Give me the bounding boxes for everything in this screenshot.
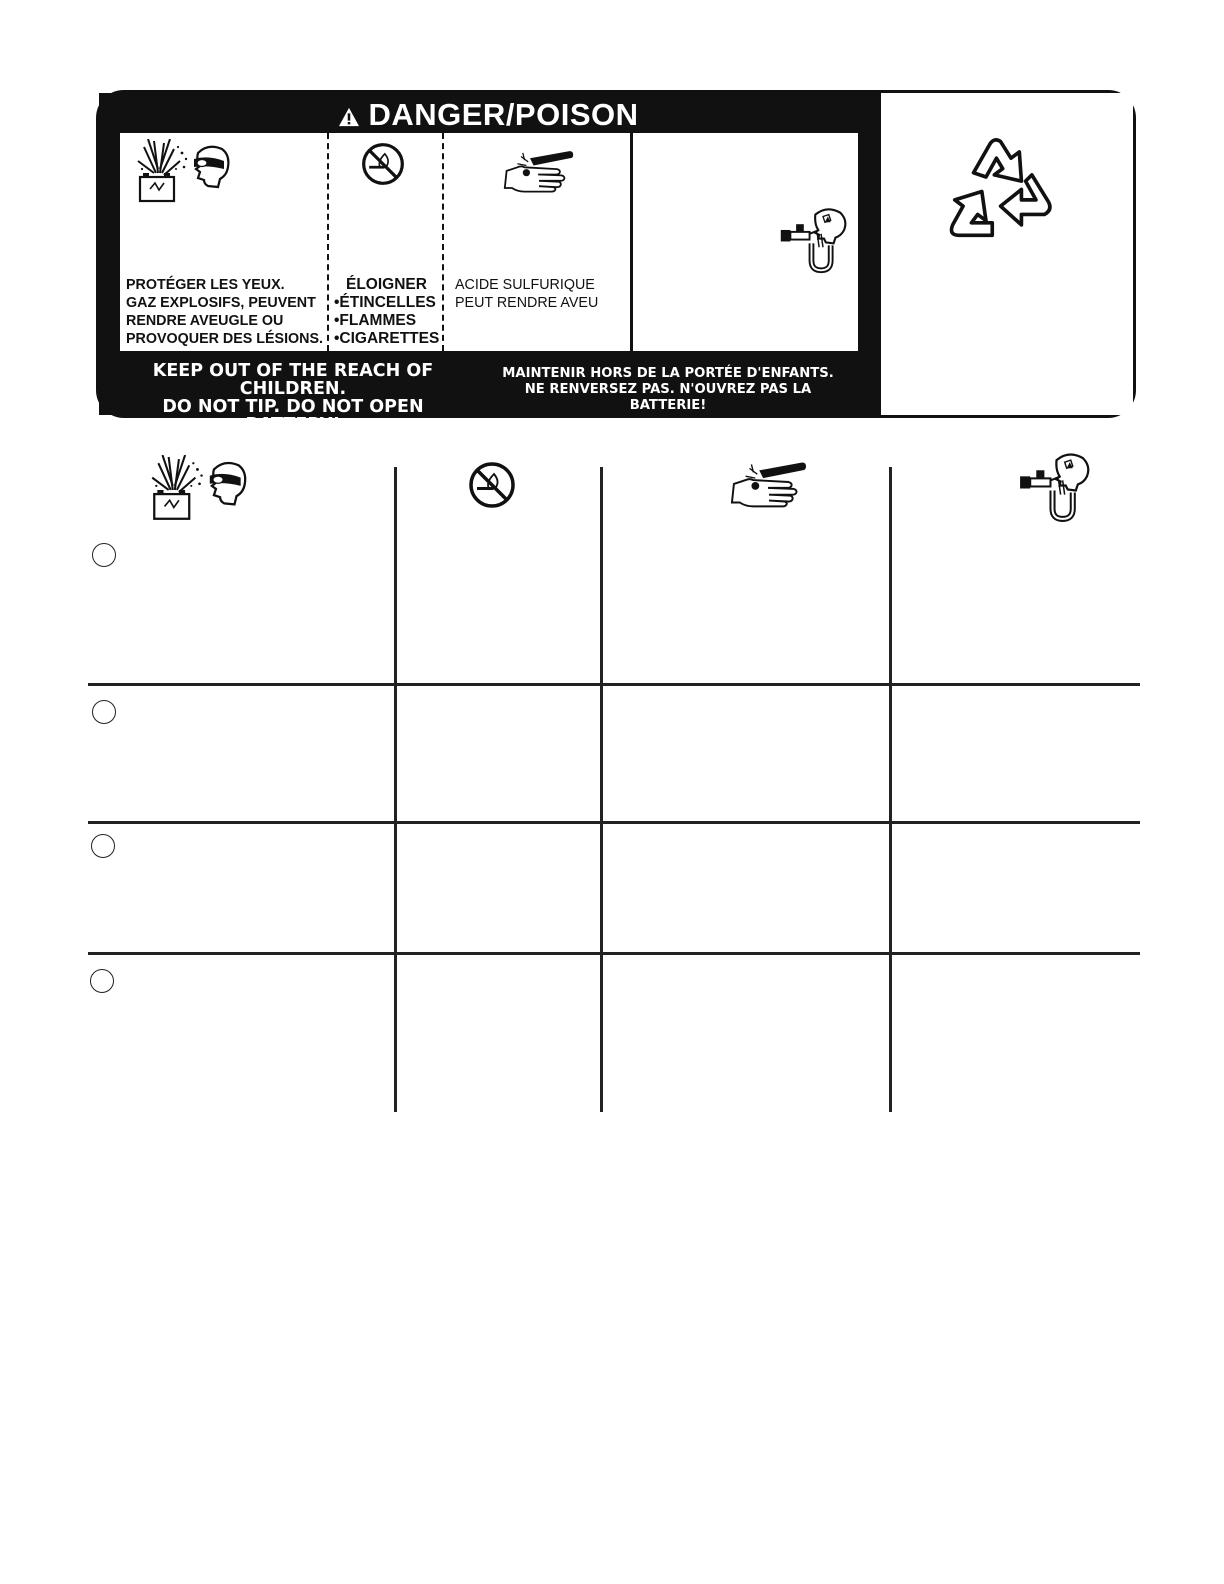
battery-explosion-goggles-icon xyxy=(150,455,248,527)
keep-away-line: ÉLOIGNER xyxy=(346,276,427,293)
row-marker-circle xyxy=(92,543,116,567)
acid-hand-icon xyxy=(730,458,808,508)
row-marker-circle xyxy=(91,834,115,858)
eye-protection-line: PROVOQUER DES LÉSIONS. xyxy=(126,331,324,347)
keep-away-line: •FLAMMES xyxy=(334,312,417,329)
row-divider xyxy=(88,821,1140,824)
column-divider xyxy=(394,467,397,1112)
danger-title-text: DANGER/POISON xyxy=(368,97,639,132)
eye-protection-line: GAZ EXPLOSIFS, PEUVENT xyxy=(126,295,316,311)
keep-out-line: DO NOT TIP. DO NOT OPEN BATTERY! xyxy=(162,397,424,435)
column-divider xyxy=(889,467,892,1112)
keep-away-line: •CIGARETTES xyxy=(334,330,440,347)
eye-protection-line: PROTÉGER LES YEUX. xyxy=(126,277,285,293)
row-marker-circle xyxy=(90,969,114,993)
row-divider xyxy=(88,683,1140,686)
eye-wash-faucet-icon xyxy=(1014,450,1090,526)
keep-out-line: NE RENVERSEZ PAS. N'OUVREZ PAS LA BATTERIE! xyxy=(524,382,812,413)
column-divider xyxy=(600,467,603,1112)
eye-protection-line: RENDRE AVEUGLE OU xyxy=(126,313,284,329)
keep-away-line: •ÉTINCELLES xyxy=(334,294,436,311)
acid-line: ACIDE SULFURIQUE xyxy=(455,277,595,293)
row-marker-circle xyxy=(92,700,116,724)
keep-out-line: KEEP OUT OF THE REACH OF CHILDREN. xyxy=(152,361,434,399)
row-divider xyxy=(88,952,1140,955)
acid-line: PEUT RENDRE AVEU xyxy=(455,295,599,311)
keep-out-line: MAINTENIR HORS DE LA PORTÉE D'ENFANTS. xyxy=(502,366,834,381)
no-smoking-flame-icon xyxy=(467,460,517,510)
